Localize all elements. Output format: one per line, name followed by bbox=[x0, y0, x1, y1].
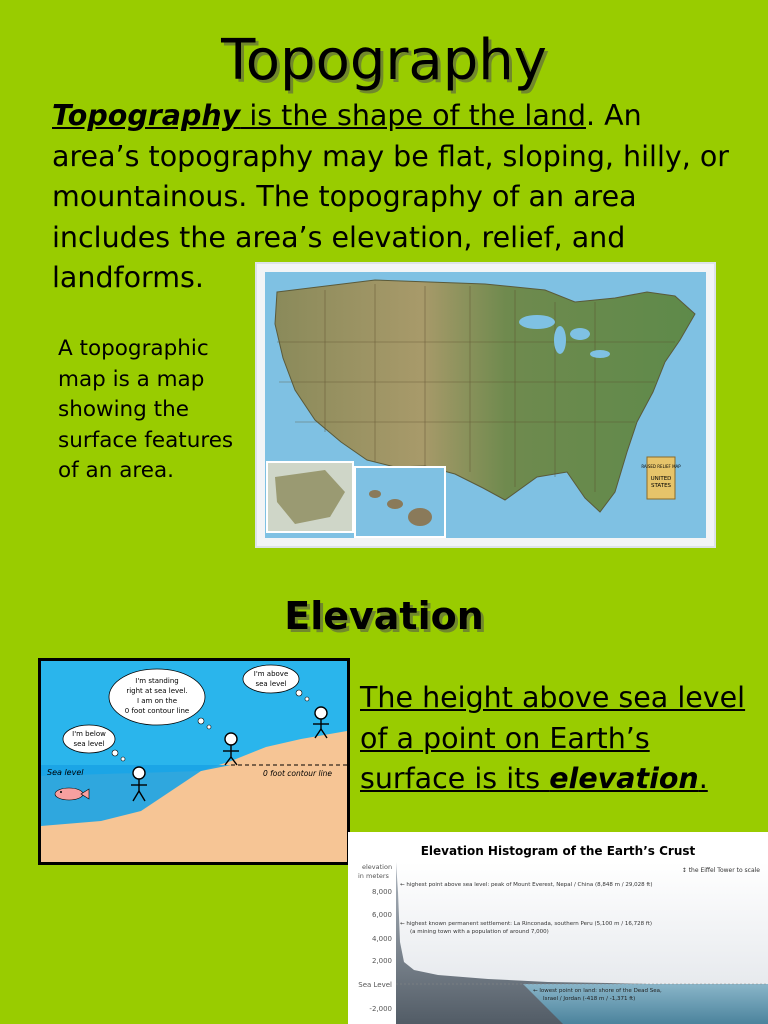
bubble-standing-line-2: right at sea level. bbox=[126, 687, 188, 695]
bubble-above-line-2: sea level bbox=[255, 680, 287, 688]
topography-definition bbox=[52, 99, 586, 132]
bubble-below-line-2: sea level bbox=[73, 740, 105, 748]
legend-line-1: RAISED RELIEF MAP bbox=[641, 464, 681, 469]
annotation-dead-sea-sub: Israel / Jordan (-418 m / -1,371 ft) bbox=[543, 996, 636, 1002]
elevation-term: elevation bbox=[549, 762, 699, 795]
elevation-histogram bbox=[348, 832, 768, 1024]
annotation-rinconada-sub: (a mining town with a population of around 7,000) bbox=[410, 929, 549, 935]
axis-label-2: in meters bbox=[358, 872, 389, 880]
topographic-map-note: A topographic map is a map showing the surface features of an area. bbox=[58, 336, 234, 483]
contour-line-label: 0 foot contour line bbox=[263, 769, 333, 778]
eiffel-note: ↕ the Eiffel Tower to scale bbox=[681, 867, 760, 874]
elevation-text-after: . bbox=[698, 762, 708, 795]
elevation-heading: Elevation bbox=[284, 594, 484, 638]
tick-6000: 6,000 bbox=[371, 911, 392, 919]
axis-label-1: elevation bbox=[362, 863, 393, 871]
elevation-text-before: The height above sea level of a point on Earth’s surface is its bbox=[360, 681, 746, 795]
page-title: Topography bbox=[221, 28, 547, 93]
annotation-rinconada: ← highest known permanent settlement: La Rinconada, southern Peru (5,100 m / 16,728 ft) bbox=[400, 921, 653, 927]
annotation-everest: ← highest point above sea level: peak of Mount Everest, Nepal / China (8,848 m / 29,028 ft) bbox=[400, 882, 653, 888]
bubble-standing-line-1: I'm standing bbox=[135, 677, 179, 685]
elevation-definition bbox=[360, 678, 760, 800]
bubble-above-line-1: I'm above bbox=[253, 670, 289, 678]
sea-level-drawing bbox=[41, 661, 347, 862]
sea-level-label: Sea level bbox=[47, 768, 84, 777]
histogram-title: Elevation Histogram of the Earth’s Crust bbox=[420, 844, 696, 858]
relief-map-image bbox=[255, 262, 716, 548]
bubble-standing-line-3: I am on the bbox=[136, 697, 178, 705]
tick-2000: 2,000 bbox=[371, 957, 392, 965]
topography-term: Topography bbox=[52, 99, 241, 132]
elevation-histogram-image bbox=[348, 832, 768, 1024]
legend-line-3: STATES bbox=[650, 483, 672, 489]
tick-4000: 4,000 bbox=[371, 935, 392, 943]
bubble-below-line-1: I'm below bbox=[72, 730, 106, 738]
annotation-dead-sea: ← lowest point on land: shore of the Dead Sea, bbox=[533, 988, 662, 994]
definition-text: is the shape of the land bbox=[240, 99, 586, 132]
tick-sea-level: Sea Level bbox=[358, 981, 392, 989]
tick-minus-2000: -2,000 bbox=[369, 1005, 392, 1013]
tick-8000: 8,000 bbox=[371, 888, 392, 896]
intro-rest: . An area’s topography may be flat, sloping, hilly, or mountainous. The topography of an area includes the area’s elevation, relief, and landforms. bbox=[52, 99, 730, 294]
bubble-standing-line-4: 0 foot contour line bbox=[124, 707, 190, 715]
legend-line-2: UNITED bbox=[650, 476, 672, 482]
us-relief-map bbox=[255, 262, 716, 548]
sea-level-sketch bbox=[38, 658, 350, 865]
